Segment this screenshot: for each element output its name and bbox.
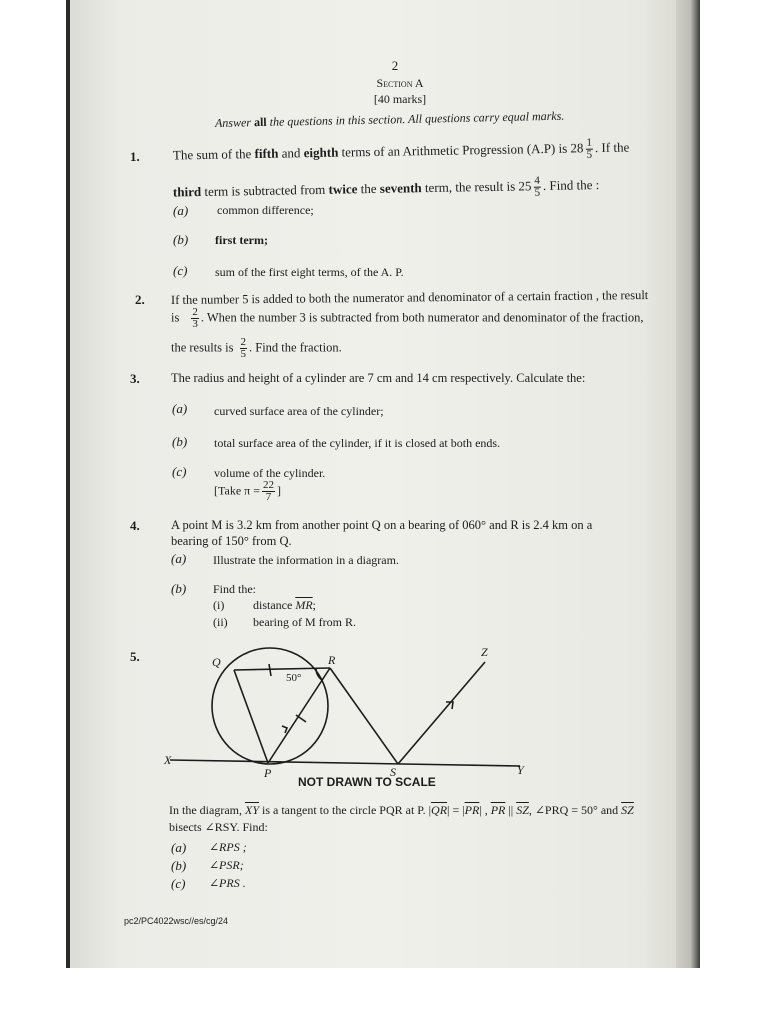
q3-part-c-text: volume of the cylinder. <box>214 466 326 480</box>
q1-number: 1. <box>130 149 140 164</box>
q4-part-b-text: Find the: <box>213 582 257 596</box>
q5-number: 5. <box>130 649 140 664</box>
q1-line2: third term is subtracted from twice the seventh term, the result is 25 $\frac{4}{5}$ . Find the : <box>172 174 600 200</box>
tick-qr <box>269 664 271 676</box>
label-s: S <box>390 765 396 779</box>
q4-number: 4. <box>130 518 140 533</box>
label-x: X <box>164 753 172 767</box>
q2-line2: is $\frac{2}{3}$ . When the number 3 is subtracted from both numerator and denominator of the fraction, <box>171 306 644 330</box>
label-q: Q <box>212 655 221 669</box>
instructions: Answer all the questions in this section. All questions carry equal marks. <box>214 108 565 130</box>
label-z: Z <box>481 645 488 659</box>
page-edge <box>676 0 700 968</box>
chord-qp <box>234 670 268 763</box>
q5-part-a-text: ∠RPS ; <box>209 840 247 854</box>
q4-subpart-i-label: (i) <box>213 598 225 612</box>
q2-line3: the results is $\frac{2}{5}$ . Find the fraction. <box>171 336 342 360</box>
q2-line1: If the number 5 is added to both the numerator and denominator of a certain fraction , the result <box>170 288 649 307</box>
q4-line1: A point M is 3.2 km from another point Q on a bearing of 060° and R is 2.4 km on a <box>171 518 593 532</box>
q4-line2: bearing of 150° from Q. <box>171 534 292 548</box>
q5-part-b-label: (b) <box>171 858 187 873</box>
q3-part-b-text: total surface area of the cylinder, if it is closed at both ends. <box>214 436 501 450</box>
q1-part-b-text: first term; <box>215 233 268 247</box>
q3-part-c-label: (c) <box>172 464 187 479</box>
q5-part-c-text: ∠PRS . <box>209 876 246 890</box>
q1-line1: The sum of the fifth and eighth terms of an Arithmetic Progression (A.P) is 28 $\frac{1}{5}$ . If the <box>172 136 630 163</box>
q1-part-a-label: (a) <box>173 203 189 218</box>
q5-line1: In the diagram, $\overline{XY}$ is a tangent to the circle PQR at P. $|\overline{QR}| = |\overline{PR}|$ , $\overline{PR}$ || $\overline{SZ}$, ∠PRQ = 50° and $\overline{SZ}$ <box>169 803 634 817</box>
q3-take-pi: [Take π = $\frac{22}{7}$ ] <box>214 479 281 503</box>
angle-label: 50° <box>286 672 302 684</box>
tangent-line-xy <box>170 760 520 766</box>
label-y: Y <box>517 763 524 777</box>
page-footer-code: pc2/PC4022wsc//es/cg/24 <box>124 916 229 926</box>
geometry-diagram <box>160 640 540 790</box>
q3-text: The radius and height of a cylinder are 7 cm and 14 cm respectively. Calculate the: <box>171 371 586 385</box>
q5-part-a-label: (a) <box>171 840 187 855</box>
line-rs <box>330 668 398 764</box>
section-title: Section A <box>376 76 424 90</box>
label-r: R <box>328 653 336 667</box>
q4-subpart-ii-text: bearing of M from R. <box>253 615 356 629</box>
q3-part-a-label: (a) <box>172 401 188 416</box>
line-sz <box>398 662 485 764</box>
section-marks: [40 marks] <box>373 92 427 106</box>
q1-part-c-label: (c) <box>173 263 188 278</box>
label-p: P <box>264 766 272 780</box>
q4-part-a-label: (a) <box>171 551 187 566</box>
q4-subpart-ii-label: (ii) <box>213 615 228 629</box>
q3-part-b-label: (b) <box>172 434 188 449</box>
q1-part-a-text: common difference; <box>217 203 314 217</box>
q4-part-b-label: (b) <box>171 581 187 596</box>
q5-part-b-text: ∠PSR; <box>209 858 244 872</box>
arrow-pr <box>282 726 287 733</box>
q2-number: 2. <box>135 292 145 307</box>
not-to-scale-note: NOT DRAWN TO SCALE <box>298 775 436 789</box>
q1-part-b-label: (b) <box>173 232 189 247</box>
q4-subpart-i-text: distance $\overline{MR}$; <box>253 598 316 612</box>
q3-number: 3. <box>130 371 140 386</box>
q1-part-c-text: sum of the first eight terms, of the A. P. <box>215 265 404 279</box>
page-number: 2 <box>391 58 399 73</box>
q3-part-a-text: curved surface area of the cylinder; <box>214 404 384 418</box>
q5-line2: bisects ∠RSY. Find: <box>169 820 268 834</box>
q4-part-a-text: Illustrate the information in a diagram. <box>213 553 399 567</box>
q5-part-c-label: (c) <box>171 876 186 891</box>
